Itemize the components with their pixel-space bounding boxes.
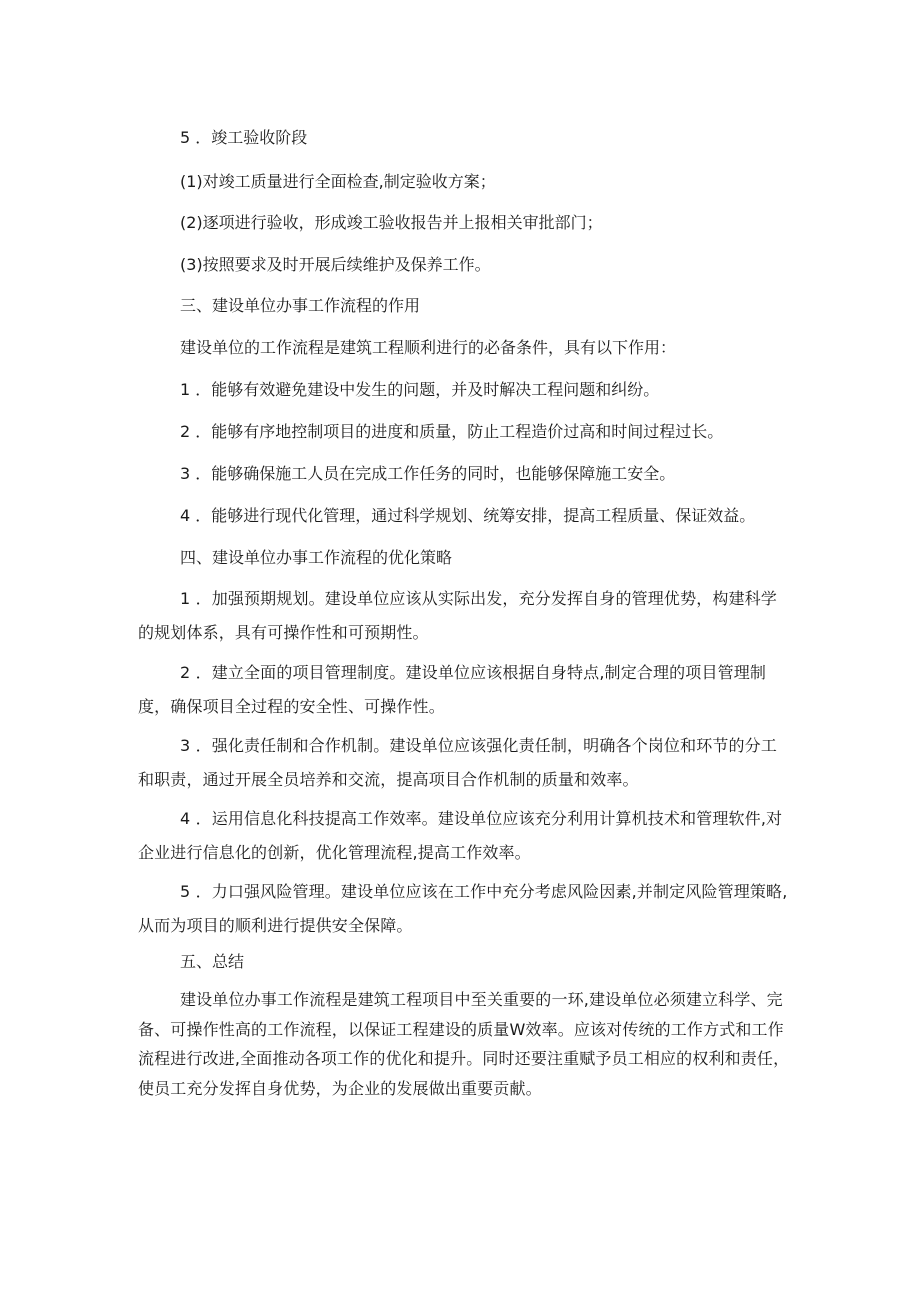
strategy-paragraph: 1 ．加强预期规划。建设单位应该从实际出发，充分发挥自身的管理优势，构建科学的规划体系，具有可操作性和可预期性。 xyxy=(138,589,777,642)
section-heading-role: 三、建设单位办事工作流程的作用 xyxy=(180,296,421,315)
list-item: (1)对竣工质量进行全面检查,制定验收方案； xyxy=(180,172,496,191)
strategy-paragraph: 3 ．强化责任制和合作机制。建设单位应该强化责任制，明确各个岗位和环节的分工和职责，通过开展全员培养和交流，提高项目合作机制的质量和效率。 xyxy=(138,736,777,789)
list-item: 1 ．能够有效避免建设中发生的问题，并及时解决工程问题和纠纷。 xyxy=(180,380,660,399)
section-heading-strategy: 四、建设单位办事工作流程的优化策略 xyxy=(180,548,453,567)
list-item: (3)按照要求及时开展后续维护及保养工作。 xyxy=(180,255,491,274)
list-item: 2 ．能够有序地控制项目的进度和质量，防止工程造价过高和时间过程过长。 xyxy=(180,422,724,441)
section-intro: 建设单位的工作流程是建筑工程顺利进行的必备条件，具有以下作用： xyxy=(180,338,677,357)
section-heading-summary: 五、总结 xyxy=(180,952,245,971)
strategy-paragraph: 5 ．力口强风险管理。建设单位应该在工作中充分考虑风险因素,并制定风险管理策略,从而为项目的顺利进行提供安全保障。 xyxy=(138,882,788,935)
strategy-paragraph: 2 ．建立全面的项目管理制度。建设单位应该根据自身特点,制定合理的项目管理制度，确保项目全过程的安全性、可操作性。 xyxy=(138,663,767,716)
list-item: (2)逐项进行验收，形成竣工验收报告并上报相关审批部门； xyxy=(180,213,603,232)
strategy-paragraph: 4 ．运用信息化科技提高工作效率。建设单位应该充分利用计算机技术和管理软件,对企业进行信息化的创新，优化管理流程,提高工作效率。 xyxy=(138,809,783,862)
list-item: 3 ．能够确保施工人员在完成工作任务的同时，也能够保障施工安全。 xyxy=(180,464,676,483)
summary-paragraph: 建设单位办事工作流程是建筑工程项目中至关重要的一环,建设单位必须建立科学、完备、可操作性高的工作流程，以保证工程建设的质量W效率。应该对传统的工作方式和工作流程进行改进,全面推动各项工作的优化和提升。同时还要注重赋予员工相应的权利和责任，使员工充分发挥自身优势，为企业的发展做出重要贡献。 xyxy=(138,990,790,1098)
section-heading-acceptance: 5 ．竣工验收阶段 xyxy=(180,128,308,147)
list-item: 4 ．能够进行现代化管理，通过科学规划、统筹安排，提高工程质量、保证效益。 xyxy=(180,506,756,525)
